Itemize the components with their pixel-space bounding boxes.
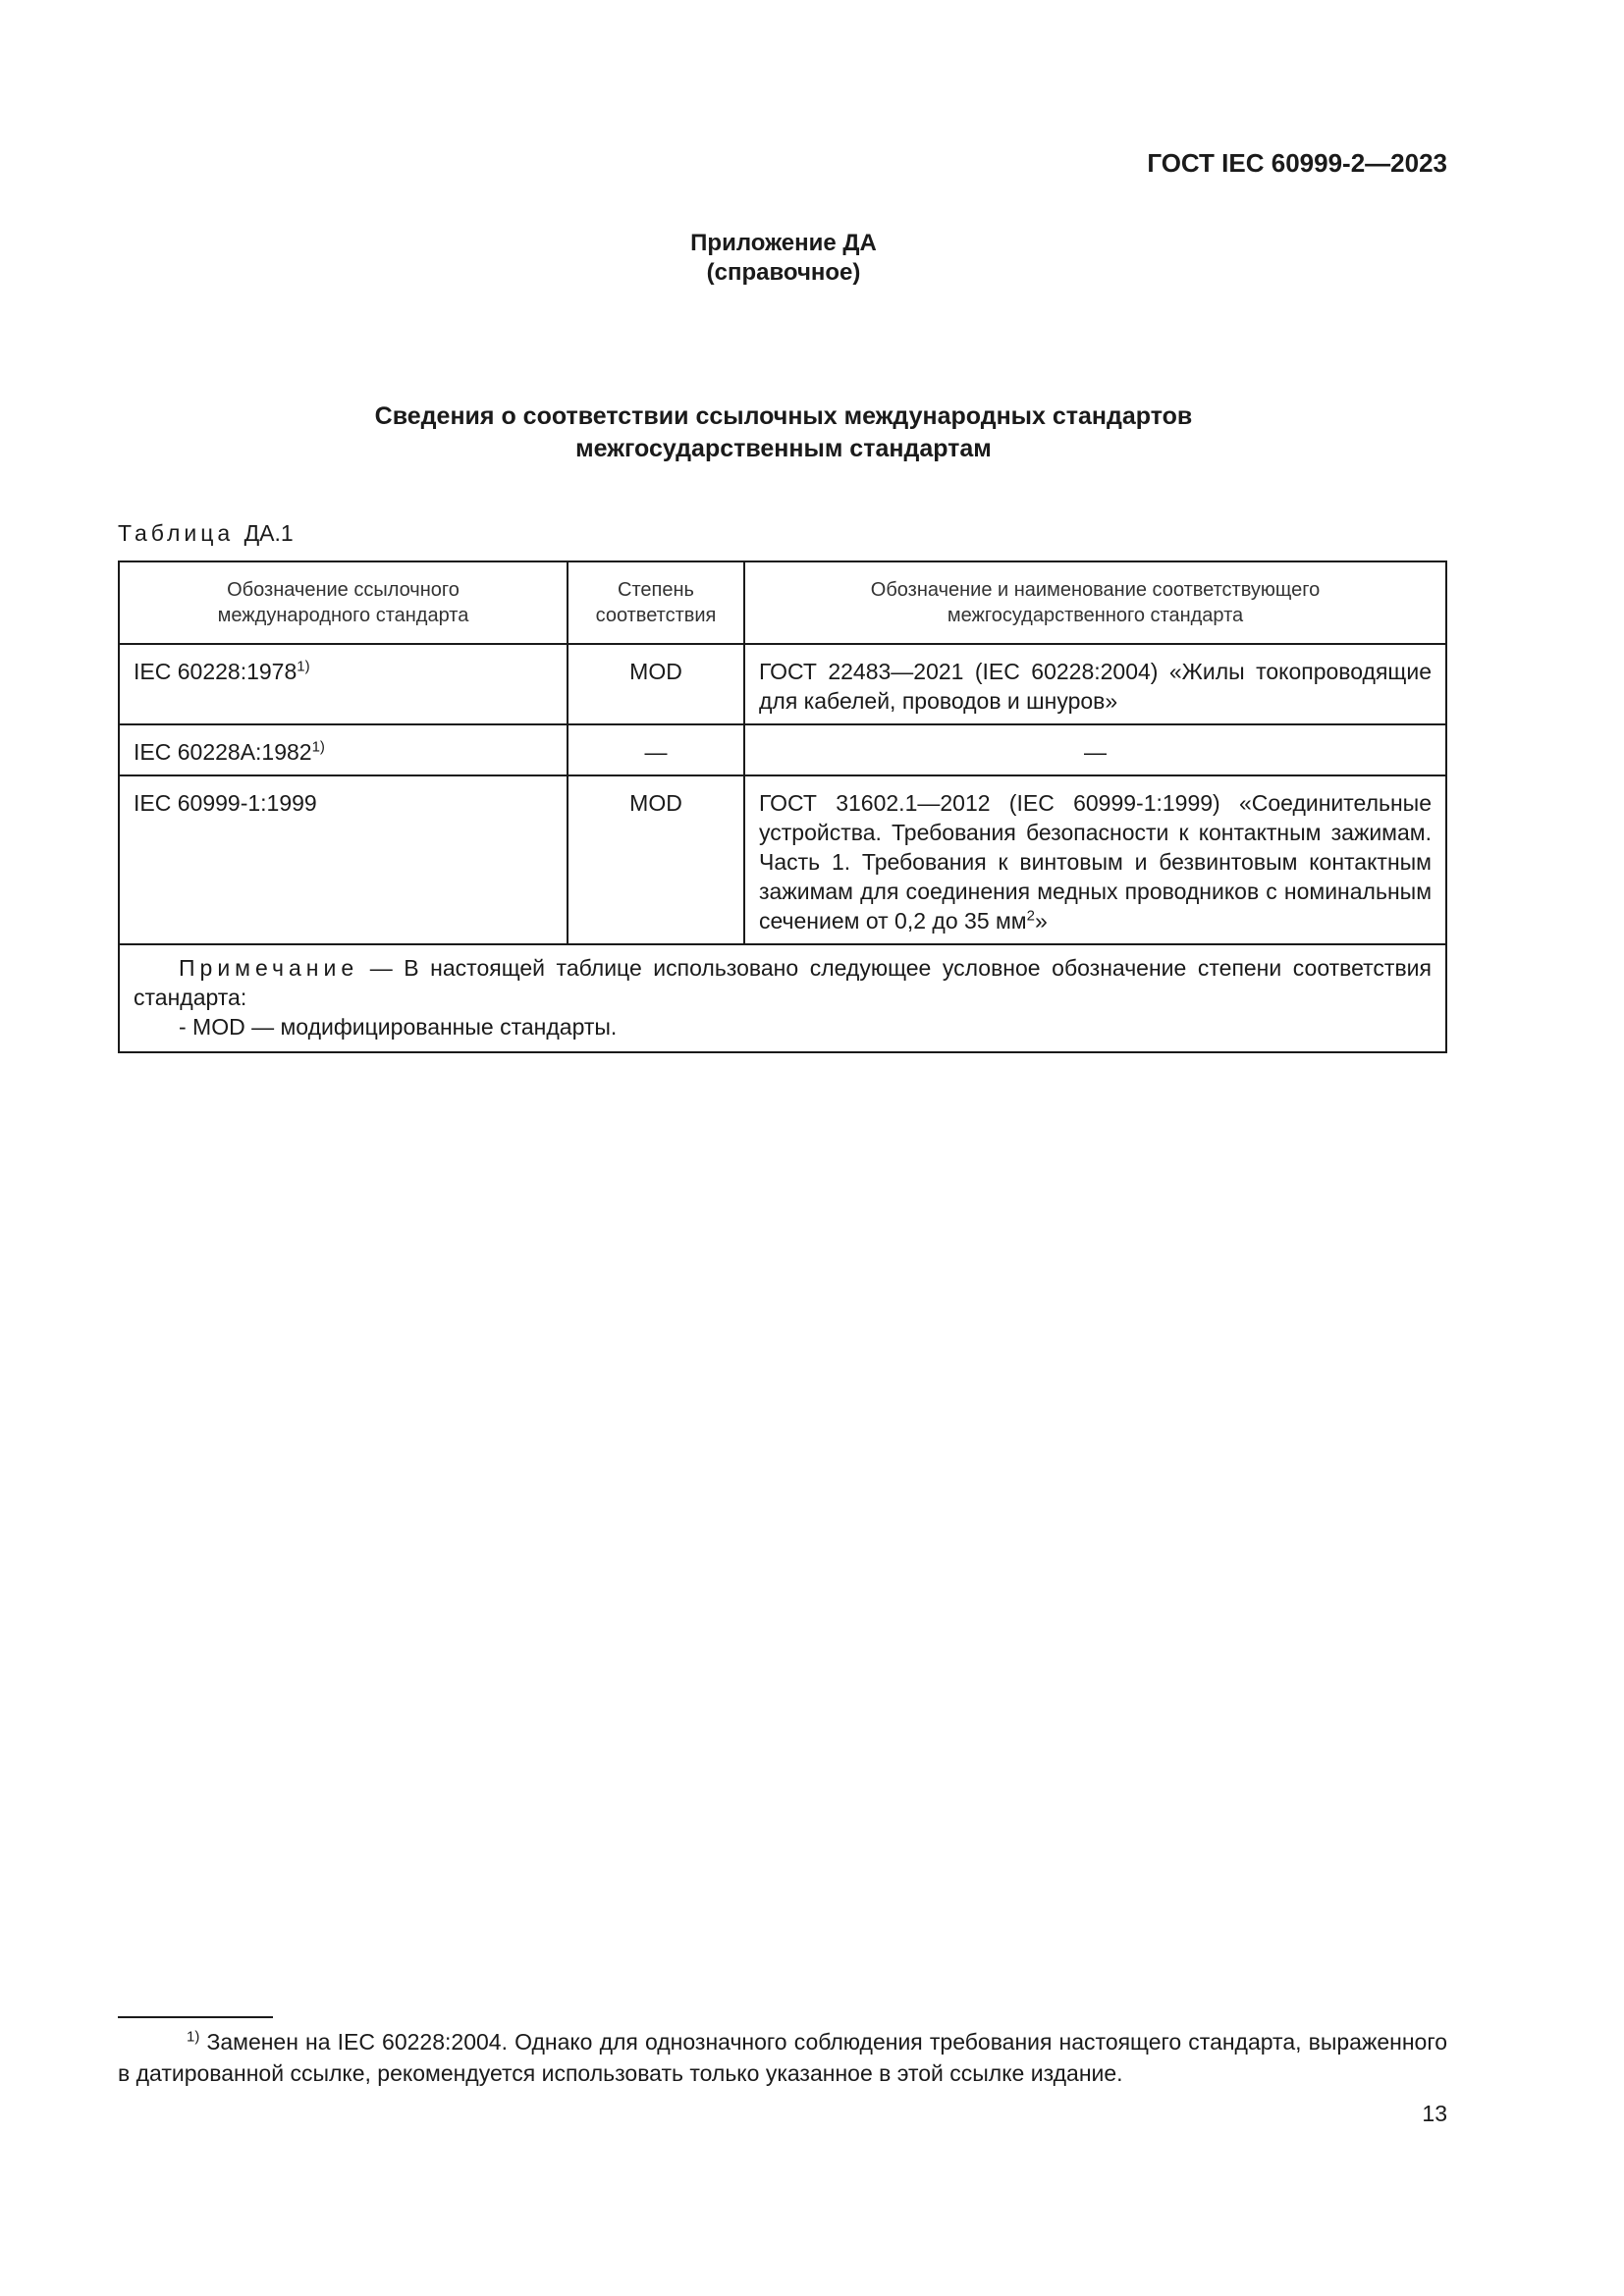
gost-text: ГОСТ 31602.1—2012 (IEC 60999-1:1999) «Соединительные устройства. Требования безопасности к контактным зажимам. Часть 1. Требования к винтовым и безвинтовым контактным зажимам для соединения медных проводников с номинальным сечением от 0,2 до 35 мм	[759, 790, 1432, 934]
header-ref-standard	[119, 561, 568, 644]
header-interstate-line2: межгосударственного стандарта	[947, 605, 1244, 626]
section-heading-line1: Сведения о соответствии ссылочных международных стандартов	[374, 402, 1193, 430]
cell-degree: —	[568, 724, 744, 775]
note-item: - MOD — модифицированные стандарты.	[179, 1014, 618, 1040]
table-note-row	[119, 944, 1446, 1052]
cell-ref	[119, 775, 568, 944]
header-degree-line1: Степень	[618, 579, 694, 601]
annex-title: Приложение ДА	[690, 230, 877, 256]
table-row	[119, 644, 1446, 724]
section-heading	[0, 400, 1567, 465]
cell-degree: MOD	[568, 644, 744, 724]
table-note	[119, 944, 1446, 1052]
gost-text-end: »	[1034, 908, 1048, 934]
ref-text: IEC 60228A:1982	[134, 739, 312, 765]
superscript-2: 2	[1026, 907, 1035, 925]
footnote-marker: 1)	[297, 658, 310, 675]
table-row	[119, 775, 1446, 944]
table-caption-prefix: Таблица	[118, 520, 235, 546]
standards-table	[118, 561, 1447, 1053]
footnote-marker: 1)	[187, 2028, 200, 2046]
footnote-marker: 1)	[311, 738, 325, 756]
header-degree-line2: соответствия	[595, 605, 717, 626]
cell-gost	[744, 775, 1446, 944]
note-body: — В настоящей таблице использовано следующее условное обозначение степени соответствия стандарта:	[134, 955, 1432, 1010]
header-ref-standard-line1: Обозначение ссылочного	[227, 579, 460, 601]
cell-ref	[119, 644, 568, 724]
note-text	[134, 953, 1432, 1012]
table-caption	[118, 520, 294, 547]
page-number: 13	[1422, 2101, 1447, 2126]
section-heading-line2: межгосударственным стандартам	[575, 435, 992, 462]
header-interstate-line1: Обозначение и наименование соответствующего	[870, 579, 1321, 601]
cell-gost: —	[744, 724, 1446, 775]
table-header-row	[119, 561, 1446, 644]
header-ref-standard-line2: международного стандарта	[217, 605, 469, 626]
document-code: ГОСТ IEC 60999-2—2023	[1147, 148, 1447, 178]
cell-degree: MOD	[568, 775, 744, 944]
table-caption-number: ДА.1	[244, 520, 294, 546]
header-degree	[568, 561, 744, 644]
note-label: Примечание	[179, 955, 359, 981]
ref-text: IEC 60228:1978	[134, 659, 298, 684]
ref-text: IEC 60999-1:1999	[134, 790, 317, 816]
footnote-divider	[118, 2016, 273, 2018]
table-row	[119, 724, 1446, 775]
cell-gost: ГОСТ 22483—2021 (IEC 60228:2004) «Жилы токопроводящие для кабелей, проводов и шнуров»	[744, 644, 1446, 724]
footnote-text: Заменен на IEC 60228:2004. Однако для однозначного соблюдения требования настоящего стандарта, выраженного в датированной ссылке, рекомендуется использовать только указанное в этой ссылке издание.	[118, 2029, 1447, 2086]
cell-ref	[119, 724, 568, 775]
header-interstate-standard	[744, 561, 1446, 644]
footnote	[118, 2026, 1447, 2089]
annex-subtitle: (справочное)	[706, 259, 861, 286]
